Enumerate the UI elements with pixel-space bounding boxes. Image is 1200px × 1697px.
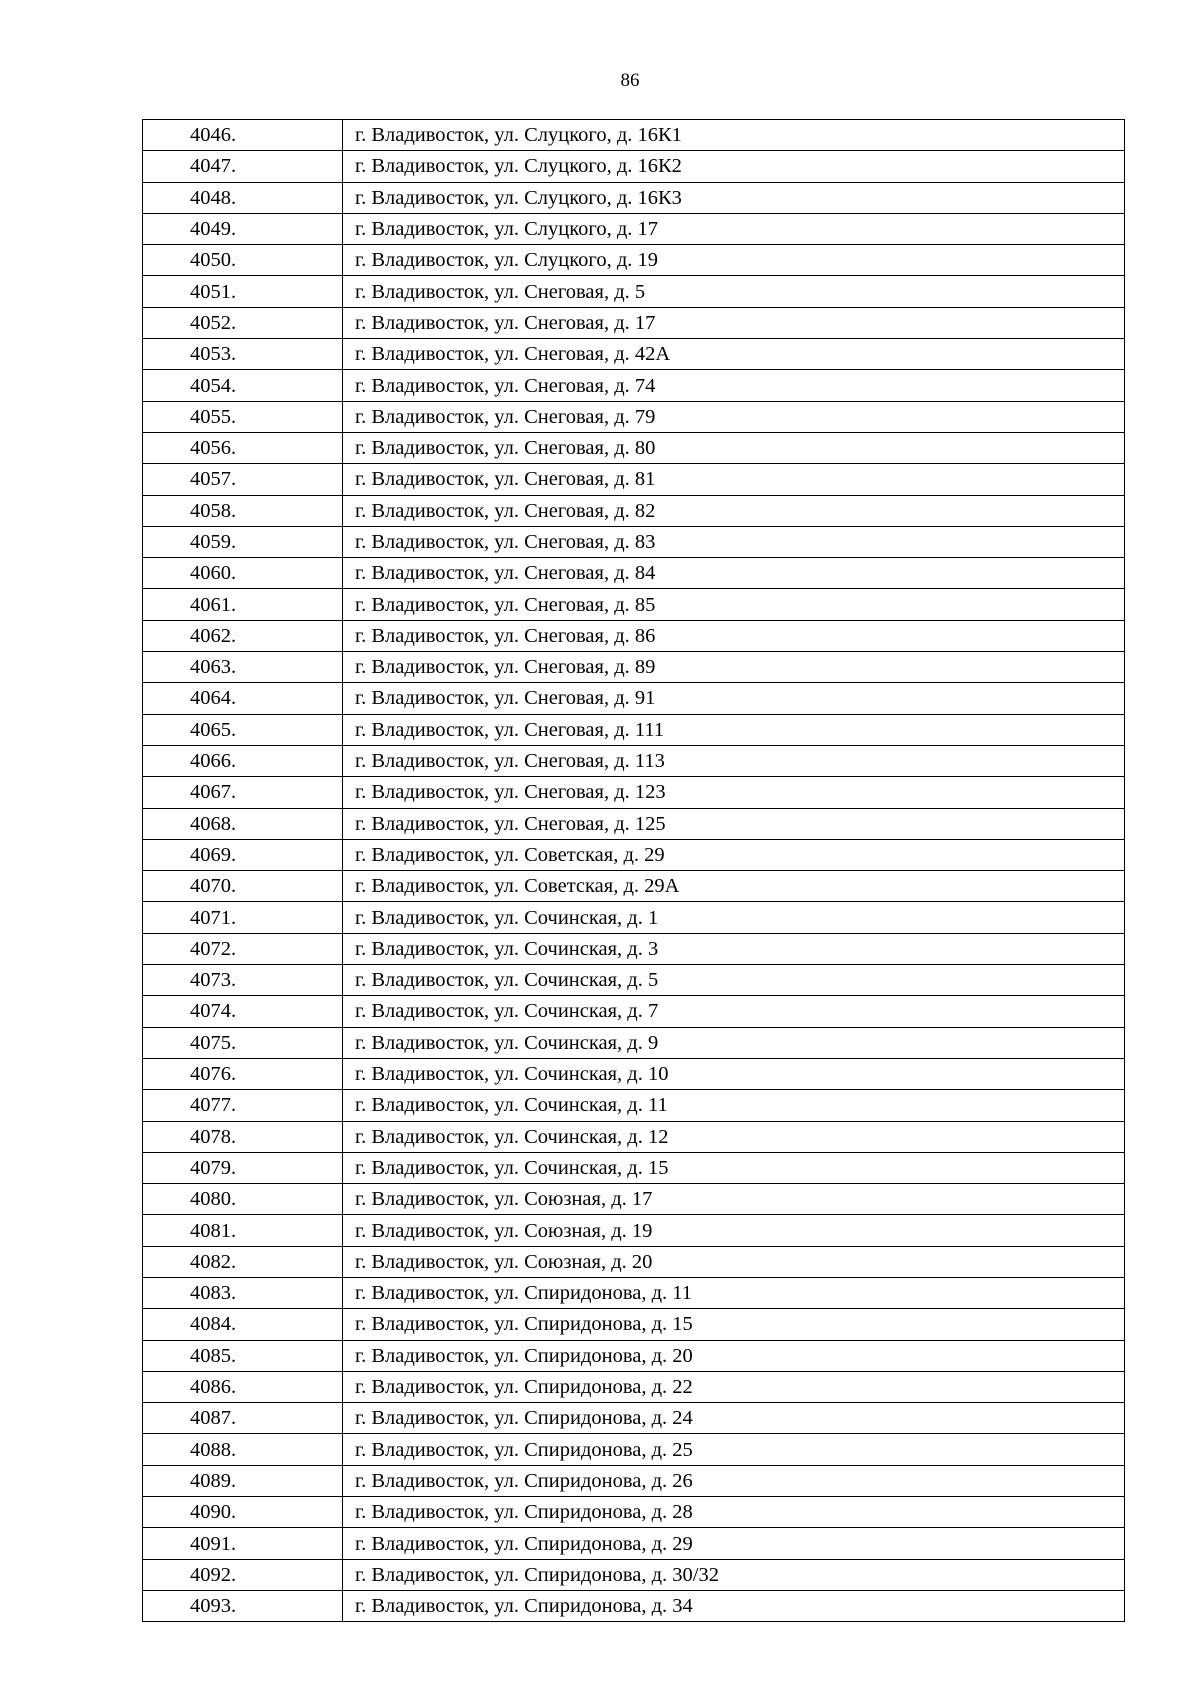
address-cell: г. Владивосток, ул. Сочинская, д. 5 — [343, 965, 1125, 996]
row-number-cell: 4054. — [143, 370, 343, 401]
address-cell: г. Владивосток, ул. Союзная, д. 17 — [343, 1184, 1125, 1215]
row-number-cell: 4091. — [143, 1528, 343, 1559]
address-cell: г. Владивосток, ул. Снеговая, д. 17 — [343, 307, 1125, 338]
table-row — [143, 965, 1125, 996]
table-row — [143, 1528, 1125, 1559]
row-number-cell: 4063. — [143, 652, 343, 683]
row-number-cell: 4057. — [143, 464, 343, 495]
row-number-cell: 4049. — [143, 213, 343, 244]
table-row — [143, 1027, 1125, 1058]
row-number-cell: 4088. — [143, 1434, 343, 1465]
row-number-cell: 4076. — [143, 1058, 343, 1089]
row-number-cell: 4060. — [143, 558, 343, 589]
page-number: 86 — [620, 70, 640, 91]
table-row — [143, 151, 1125, 182]
row-number-cell: 4050. — [143, 245, 343, 276]
address-cell: г. Владивосток, ул. Спиридонова, д. 20 — [343, 1340, 1125, 1371]
address-cell: г. Владивосток, ул. Слуцкого, д. 16К1 — [343, 120, 1125, 151]
row-number-cell: 4067. — [143, 777, 343, 808]
address-cell: г. Владивосток, ул. Сочинская, д. 15 — [343, 1152, 1125, 1183]
row-number-cell: 4086. — [143, 1371, 343, 1402]
table-row — [143, 745, 1125, 776]
table-row — [143, 307, 1125, 338]
address-cell: г. Владивосток, ул. Спиридонова, д. 24 — [343, 1403, 1125, 1434]
address-cell: г. Владивосток, ул. Снеговая, д. 80 — [343, 432, 1125, 463]
row-number-cell: 4073. — [143, 965, 343, 996]
row-number-cell: 4051. — [143, 276, 343, 307]
address-cell: г. Владивосток, ул. Сочинская, д. 7 — [343, 996, 1125, 1027]
row-number-cell: 4068. — [143, 808, 343, 839]
row-number-cell: 4074. — [143, 996, 343, 1027]
table-row — [143, 370, 1125, 401]
row-number-cell: 4075. — [143, 1027, 343, 1058]
table-row — [143, 1215, 1125, 1246]
table-row — [143, 526, 1125, 557]
row-number-cell: 4059. — [143, 526, 343, 557]
table-row — [143, 1121, 1125, 1152]
row-number-cell: 4087. — [143, 1403, 343, 1434]
address-cell: г. Владивосток, ул. Сочинская, д. 1 — [343, 902, 1125, 933]
address-cell: г. Владивосток, ул. Снеговая, д. 123 — [343, 777, 1125, 808]
table-row — [143, 120, 1125, 151]
address-cell: г. Владивосток, ул. Сочинская, д. 11 — [343, 1090, 1125, 1121]
address-cell: г. Владивосток, ул. Советская, д. 29А — [343, 871, 1125, 902]
table-row — [143, 1277, 1125, 1308]
table-row — [143, 777, 1125, 808]
row-number-cell: 4061. — [143, 589, 343, 620]
row-number-cell: 4082. — [143, 1246, 343, 1277]
address-cell: г. Владивосток, ул. Советская, д. 29 — [343, 839, 1125, 870]
table-row — [143, 871, 1125, 902]
table-row — [143, 245, 1125, 276]
row-number-cell: 4078. — [143, 1121, 343, 1152]
address-cell: г. Владивосток, ул. Снеговая, д. 81 — [343, 464, 1125, 495]
address-cell: г. Владивосток, ул. Снеговая, д. 113 — [343, 745, 1125, 776]
table-row — [143, 464, 1125, 495]
table-row — [143, 495, 1125, 526]
row-number-cell: 4089. — [143, 1465, 343, 1496]
row-number-cell: 4055. — [143, 401, 343, 432]
row-number-cell: 4052. — [143, 307, 343, 338]
table-row — [143, 432, 1125, 463]
row-number-cell: 4058. — [143, 495, 343, 526]
table-row — [143, 1434, 1125, 1465]
row-number-cell: 4048. — [143, 182, 343, 213]
table-row — [143, 1465, 1125, 1496]
table-row — [143, 1184, 1125, 1215]
table-row — [143, 839, 1125, 870]
row-number-cell: 4093. — [143, 1590, 343, 1621]
table-row — [143, 1403, 1125, 1434]
table-row — [143, 182, 1125, 213]
address-cell: г. Владивосток, ул. Снеговая, д. 82 — [343, 495, 1125, 526]
address-cell: г. Владивосток, ул. Слуцкого, д. 16К2 — [343, 151, 1125, 182]
row-number-cell: 4053. — [143, 339, 343, 370]
address-cell: г. Владивосток, ул. Снеговая, д. 85 — [343, 589, 1125, 620]
row-number-cell: 4081. — [143, 1215, 343, 1246]
table-row — [143, 808, 1125, 839]
row-number-cell: 4056. — [143, 432, 343, 463]
table-row — [143, 933, 1125, 964]
row-number-cell: 4092. — [143, 1559, 343, 1590]
address-cell: г. Владивосток, ул. Союзная, д. 19 — [343, 1215, 1125, 1246]
address-cell: г. Владивосток, ул. Спиридонова, д. 22 — [343, 1371, 1125, 1402]
table-row — [143, 683, 1125, 714]
address-table-body — [143, 120, 1125, 1622]
address-cell: г. Владивосток, ул. Спиридонова, д. 26 — [343, 1465, 1125, 1496]
row-number-cell: 4062. — [143, 620, 343, 651]
address-cell: г. Владивосток, ул. Снеговая, д. 125 — [343, 808, 1125, 839]
address-cell: г. Владивосток, ул. Союзная, д. 20 — [343, 1246, 1125, 1277]
address-cell: г. Владивосток, ул. Снеговая, д. 86 — [343, 620, 1125, 651]
row-number-cell: 4079. — [143, 1152, 343, 1183]
table-row — [143, 213, 1125, 244]
row-number-cell: 4083. — [143, 1277, 343, 1308]
row-number-cell: 4077. — [143, 1090, 343, 1121]
row-number-cell: 4046. — [143, 120, 343, 151]
table-row — [143, 1497, 1125, 1528]
table-row — [143, 1340, 1125, 1371]
address-cell: г. Владивосток, ул. Спиридонова, д. 34 — [343, 1590, 1125, 1621]
address-cell: г. Владивосток, ул. Снеговая, д. 84 — [343, 558, 1125, 589]
address-cell: г. Владивосток, ул. Снеговая, д. 89 — [343, 652, 1125, 683]
table-row — [143, 339, 1125, 370]
address-cell: г. Владивосток, ул. Спиридонова, д. 25 — [343, 1434, 1125, 1465]
row-number-cell: 4064. — [143, 683, 343, 714]
table-row — [143, 714, 1125, 745]
address-cell: г. Владивосток, ул. Спиридонова, д. 29 — [343, 1528, 1125, 1559]
address-cell: г. Владивосток, ул. Спиридонова, д. 15 — [343, 1309, 1125, 1340]
address-table — [142, 119, 1125, 1622]
row-number-cell: 4084. — [143, 1309, 343, 1340]
table-row — [143, 1246, 1125, 1277]
address-cell: г. Владивосток, ул. Снеговая, д. 79 — [343, 401, 1125, 432]
address-cell: г. Владивосток, ул. Сочинская, д. 9 — [343, 1027, 1125, 1058]
address-cell: г. Владивосток, ул. Слуцкого, д. 19 — [343, 245, 1125, 276]
table-row — [143, 1309, 1125, 1340]
table-row — [143, 1559, 1125, 1590]
row-number-cell: 4065. — [143, 714, 343, 745]
row-number-cell: 4070. — [143, 871, 343, 902]
address-cell: г. Владивосток, ул. Снеговая, д. 111 — [343, 714, 1125, 745]
address-cell: г. Владивосток, ул. Снеговая, д. 91 — [343, 683, 1125, 714]
row-number-cell: 4069. — [143, 839, 343, 870]
table-row — [143, 1058, 1125, 1089]
table-row — [143, 276, 1125, 307]
address-cell: г. Владивосток, ул. Сочинская, д. 10 — [343, 1058, 1125, 1089]
table-row — [143, 1371, 1125, 1402]
table-row — [143, 1090, 1125, 1121]
table-row — [143, 620, 1125, 651]
address-cell: г. Владивосток, ул. Снеговая, д. 83 — [343, 526, 1125, 557]
table-row — [143, 401, 1125, 432]
address-cell: г. Владивосток, ул. Сочинская, д. 3 — [343, 933, 1125, 964]
table-row — [143, 558, 1125, 589]
row-number-cell: 4066. — [143, 745, 343, 776]
table-row — [143, 589, 1125, 620]
row-number-cell: 4047. — [143, 151, 343, 182]
address-cell: г. Владивосток, ул. Снеговая, д. 42А — [343, 339, 1125, 370]
table-row — [143, 996, 1125, 1027]
row-number-cell: 4072. — [143, 933, 343, 964]
row-number-cell: 4071. — [143, 902, 343, 933]
table-row — [143, 652, 1125, 683]
row-number-cell: 4080. — [143, 1184, 343, 1215]
address-cell: г. Владивосток, ул. Спиридонова, д. 11 — [343, 1277, 1125, 1308]
row-number-cell: 4085. — [143, 1340, 343, 1371]
address-cell: г. Владивосток, ул. Спиридонова, д. 30/32 — [343, 1559, 1125, 1590]
row-number-cell: 4090. — [143, 1497, 343, 1528]
address-cell: г. Владивосток, ул. Снеговая, д. 5 — [343, 276, 1125, 307]
address-cell: г. Владивосток, ул. Слуцкого, д. 17 — [343, 213, 1125, 244]
address-cell: г. Владивосток, ул. Снеговая, д. 74 — [343, 370, 1125, 401]
address-cell: г. Владивосток, ул. Сочинская, д. 12 — [343, 1121, 1125, 1152]
address-cell: г. Владивосток, ул. Спиридонова, д. 28 — [343, 1497, 1125, 1528]
address-cell: г. Владивосток, ул. Слуцкого, д. 16К3 — [343, 182, 1125, 213]
table-row — [143, 1152, 1125, 1183]
table-row — [143, 902, 1125, 933]
table-row — [143, 1590, 1125, 1621]
